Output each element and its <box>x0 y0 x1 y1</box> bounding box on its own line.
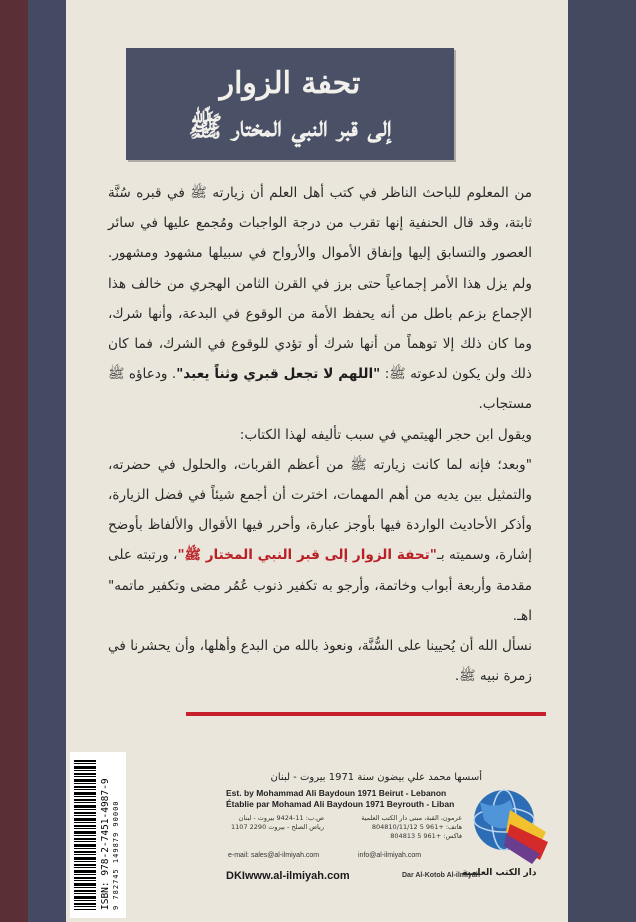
publisher-founded-ar: أسسها محمد علي بيضون سنة 1971 بيروت - لبنان <box>270 772 482 783</box>
publisher-sales-email: e-mail: sales@al-ilmiyah.com <box>228 852 320 859</box>
publisher-address-left: ص.ب: 11-9424 بيروت - لبنان رياض الصلح - بيروت 2290 1107 <box>231 814 324 831</box>
hadith-quote: "اللهم لا تجعل قبري وثناً يعبد" <box>176 366 381 383</box>
blurb-paragraph-3: "وبعد؛ فإنه لما كانت زيارته ﷺ من أعظم القربات، والحلول في حضرته، والتمثيل بين يديه من أهم المهمات، اخترت أن أجمع شيئاً في فضل الزيارة، وأذكر الأحاديث الواردة فيها بأوجز عبارة، وأحرر فيها الأقوال والألفاظ بأوضح إشارة، وسميته بـ"تحفة الزوار إلى قبر النبي المختار ﷺ"، ورتبته على مقدمة وأربعة أبواب وخاتمة، وأرجو به تكفير ذنوب عُمُر مضى وتكفير ماتمه" اهـ. <box>108 456 532 624</box>
book-title-line-1: تحفة الزوار <box>219 66 361 101</box>
book-title-line-2: إلى قبر النبي المختار ﷺ <box>188 110 392 143</box>
blurb-text <box>108 178 532 691</box>
publisher-info-email: info@al-ilmiyah.com <box>358 852 422 859</box>
publisher-founded-en-fr: Est. by Mohammad Ali Baydoun 1971 Beirut - Lebanon Établie par Mohamad Ali Baydoun 1971 Beyrouth - Liban <box>226 788 455 809</box>
book-title-quote: "تحفة الزوار إلى قبر النبي المختار ﷺ" <box>177 547 437 564</box>
title-box <box>126 48 454 160</box>
blurb-paragraph-1: من المعلوم للباحث الناظر في كتب أهل العلم أن زيارته ﷺ في قبره سُنَّة ثابتة، وقد قال الحنفية إنها تقرب من درجة الواجبات ومُجمع عليها في سائر العصور والتسابق إليها وإنفاق الأموال والأرواح في سبيلها مشهود ومشهور. ولم يزل هذا الأمر إجماعياً حتى برز في القرن الثامن الهجري من خالف هذا الإجماع بزعم باطل من أنه يحفظ الأمة من الوقوع في البدعة، وأنها شرك، وما كان ذلك إلا توهماً من أنها شرك أو تؤدي للوقوع في الشرك، فما كان ذلك ولن يكون لدعوته ﷺ: "اللهم لا تجعل قبري وثناً يعبد". ودعاؤه ﷺ مستجاب. <box>108 185 532 413</box>
blurb-paragraph-2: ويقول ابن حجر الهيتمي في سبب تأليفه لهذا الكتاب: <box>239 426 532 443</box>
publisher-brand-en: Dar Al-Kotob Al-ilmiyah <box>402 872 481 879</box>
barcode-bars <box>74 760 96 910</box>
publisher-website: DKIwww.al-ilmiyah.com <box>226 870 350 882</box>
publisher-brand-ar: دار الكتب العلمية <box>462 868 537 878</box>
red-divider <box>186 712 546 716</box>
blurb-paragraph-4: نسأل الله أن يُحيينا على السُّنَّة، ونعوذ بالله من البدع وأهلها، وأن يحشرنا في زمرة نبيه ﷺ. <box>108 638 532 685</box>
isbn-barcode <box>70 752 126 918</box>
spine-stripe-navy <box>28 0 66 922</box>
edge-stripe-navy <box>568 0 636 922</box>
spine-stripe-dark-red <box>0 0 28 922</box>
publisher-block <box>132 770 552 900</box>
isbn-digits: 9 782745 149879 90000 <box>112 800 120 910</box>
publisher-globe-logo-icon <box>466 780 552 866</box>
publisher-address-right: عرمون، القبة، مبنى دار الكتب العلمية هاتف: +961 5 804810/11/12 فاكس: +961 5 804813 <box>361 814 462 840</box>
isbn-label: ISBN: 978-2-7451-4987-9 <box>100 778 111 910</box>
